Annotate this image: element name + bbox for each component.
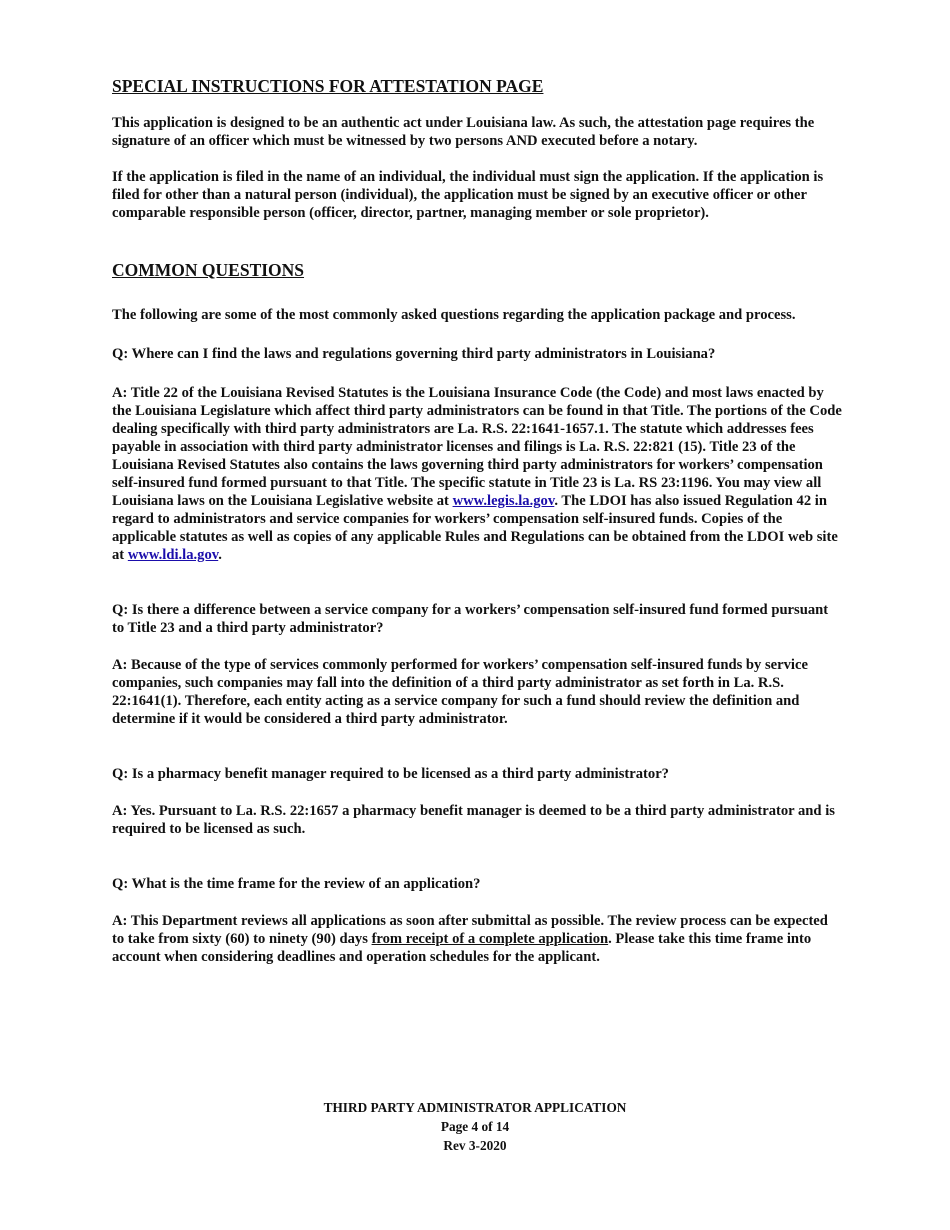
question-4: Q: What is the time frame for the review of an application? — [112, 876, 481, 892]
attestation-paragraph-2: If the application is filed in the name of an individual, the individual must sign the application. If the application is filed for other than a natural person (individual), the application must be signed by an executive officer or other comparable responsible person (officer, director, partner, managing member or sole proprietor). — [112, 169, 824, 221]
common-questions-intro: The following are some of the most commonly asked questions regarding the application package and process. — [112, 307, 796, 323]
answer-4 — [112, 912, 842, 966]
page-footer — [0, 1098, 950, 1155]
question-2: Q: Is there a difference between a service company for a workers’ compensation self-insured fund formed pursuant to Title 23 and a third party administrator? — [112, 602, 829, 636]
answer-2: A: Because of the type of services commonly performed for workers’ compensation self-insured funds by service companies, such companies may fall into the definition of a third party administrator as set forth in La. R.S. 22:1641(1). Therefore, each entity acting as a service company for such a fund should review the definition and determine if it would be considered a third party administrator. — [112, 657, 808, 727]
answer-3: A: Yes. Pursuant to La. R.S. 22:1657 a pharmacy benefit manager is deemed to be a third party administrator and is required to be licensed as such. — [112, 803, 835, 837]
answer-1-text-a: A: Title 22 of the Louisiana Revised Statutes is the Louisiana Insurance Code (the Code) and most laws enacted by the Louisiana Legislature which affect third party administrators can be found in that Title. The portions of the Code dealing specifically with third party administrators are La. R.S. 22:1641-1657.1. The statute which addresses fees payable in association with third party administrator licenses and filings is La. R.S. 22:821 (15). Title 23 of the Louisiana Revised Statutes also contains the laws governing third party administrators for workers’ compensation self-insured fund formed pursuant to that Title. The specific statute in Title 23 is La. RS 23:1196. You may view all Louisiana laws on the Louisiana Legislative website at — [112, 385, 842, 509]
footer-page-number: Page 4 of 14 — [440, 1119, 510, 1134]
question-3: Q: Is a pharmacy benefit manager required to be licensed as a third party administrator? — [112, 766, 669, 782]
answer-1-text-b: . The LDOI has also issued Regulation 42 in regard to administrators and service companies for workers’ compensation self-insured funds. Copies of the applicable statutes as well as copies of any applicable Rules and Regulations can be obtained from the LDOI web site at — [112, 493, 838, 563]
legis-website-link[interactable]: www.legis.la.gov — [452, 493, 555, 509]
attestation-paragraph-1: This application is designed to be an authentic act under Louisiana law. As such, the attestation page requires the signature of an officer which must be witnessed by two persons AND executed before a notary. — [112, 115, 815, 149]
footer-title: THIRD PARTY ADMINISTRATOR APPLICATION — [323, 1100, 627, 1115]
document-page — [112, 76, 842, 966]
ldi-website-link[interactable]: www.ldi.la.gov — [127, 547, 219, 563]
question-1: Q: Where can I find the laws and regulations governing third party administrators in Louisiana? — [112, 346, 716, 362]
answer-1-text-c: . — [218, 547, 222, 563]
answer-4-text-a: A: This Department reviews all applications as soon after submittal as possible. The review process can be expected to take from sixty (60) to ninety (90) days — [112, 913, 828, 947]
common-questions-heading: COMMON QUESTIONS — [112, 260, 305, 280]
footer-revision: Rev 3-2020 — [443, 1138, 507, 1153]
answer-1 — [112, 384, 842, 564]
answer-4-underlined-text: from receipt of a complete application — [371, 931, 609, 947]
answer-4-text-b: . Please take this time frame into account when considering deadlines and operation schedules for the applicant. — [112, 931, 812, 965]
attestation-heading: SPECIAL INSTRUCTIONS FOR ATTESTATION PAGE — [112, 76, 544, 96]
